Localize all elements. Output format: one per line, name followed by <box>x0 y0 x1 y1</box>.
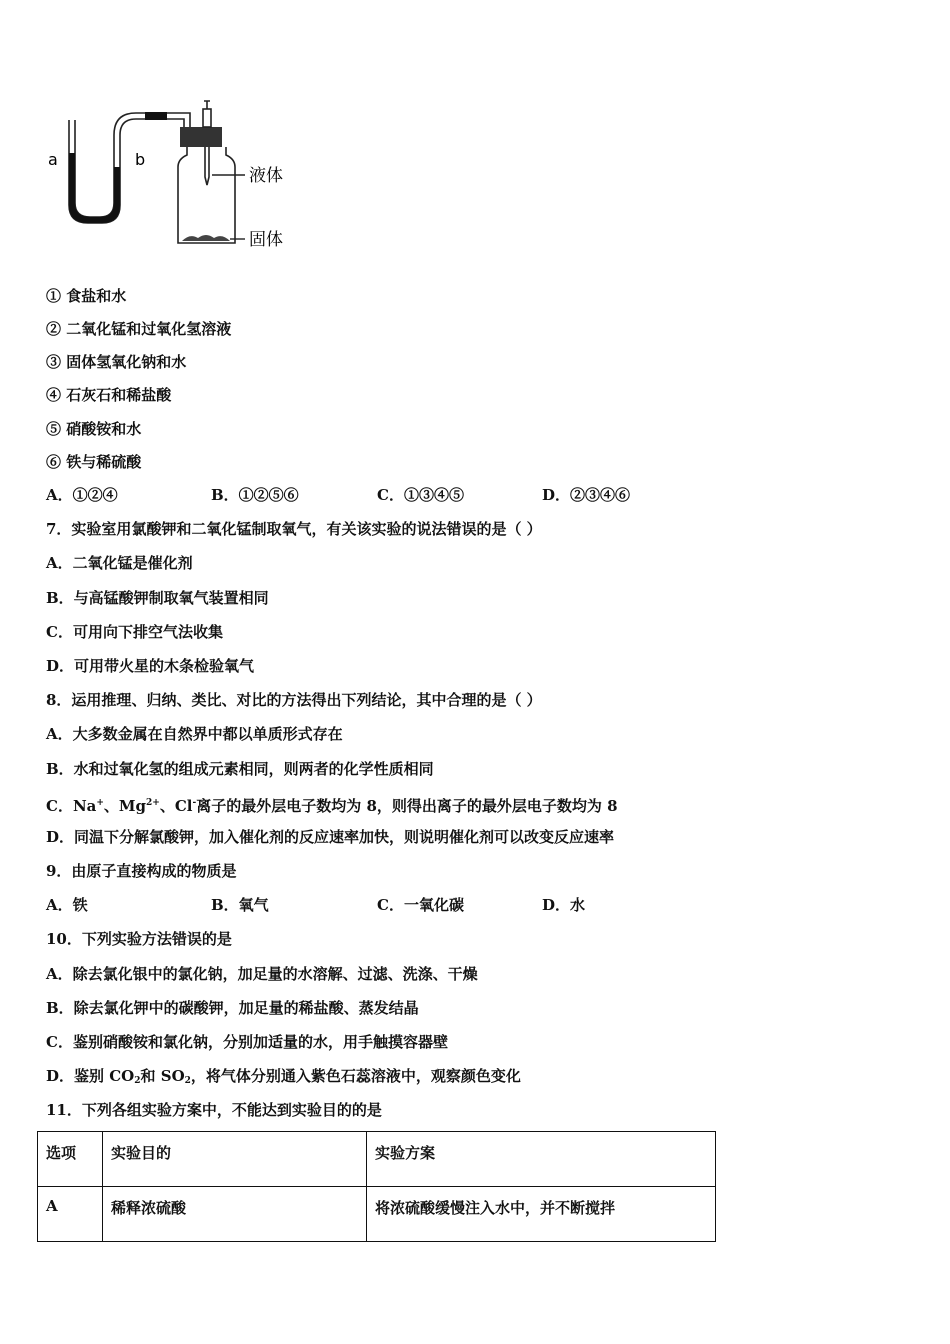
q7-option-a: A．二氧化锰是催化剂 <box>46 554 193 572</box>
rubber-connector <box>145 112 167 120</box>
q9-option-b: B．氧气 <box>211 896 269 914</box>
q8-c-sup-na: + <box>96 798 104 808</box>
stopper <box>180 127 222 147</box>
apparatus-figure <box>40 95 310 255</box>
q8-c-mid1: 、Mg <box>103 797 147 815</box>
label-liquid: 液体 <box>249 166 283 186</box>
table-header-cell: 实验方案 <box>367 1132 716 1187</box>
q10-d-sub-so2: 2 <box>184 1076 191 1086</box>
q9-option-c: C．一氧化碳 <box>377 896 464 914</box>
q10-d-rest: ，将气体分别通入紫色石蕊溶液中，观察颜色变化 <box>190 1067 521 1085</box>
q8-c-sup-cl: - <box>192 798 197 808</box>
label-solid: 固体 <box>249 230 283 250</box>
table-cell: 稀释浓硫酸 <box>103 1187 367 1242</box>
q6-option-c: C．①③④⑤ <box>377 486 464 504</box>
q6-item-5: ⑤ 硝酸铵和水 <box>46 420 142 438</box>
q6-item-2: ② 二氧化锰和过氧化氢溶液 <box>46 320 232 338</box>
q6-option-b: B．①②⑤⑥ <box>211 486 299 504</box>
q9-option-d: D．水 <box>542 896 586 914</box>
q11-stem: 11．下列各组实验方案中，不能达到实验目的的是 <box>46 1101 382 1119</box>
q10-option-a: A．除去氯化银中的氯化钠，加足量的水溶解、过滤、洗涤、干燥 <box>46 965 478 983</box>
q10-stem: 10．下列实验方法错误的是 <box>46 930 232 948</box>
q6-item-6: ⑥ 铁与稀硫酸 <box>46 453 142 471</box>
q7-option-c: C．可用向下排空气法收集 <box>46 623 223 641</box>
q11-table <box>37 1131 716 1242</box>
bottle <box>178 147 235 243</box>
table-cell: A <box>38 1187 103 1242</box>
q7-option-d: D．可用带火星的木条检验氧气 <box>46 657 255 675</box>
u-tube <box>69 113 180 223</box>
q8-option-a: A．大多数金属在自然界中都以单质形式存在 <box>46 725 343 743</box>
q8-stem: 8．运用推理、归纳、类比、对比的方法得出下列结论，其中合理的是（ ） <box>46 691 542 709</box>
q6-item-4: ④ 石灰石和稀盐酸 <box>46 386 172 404</box>
table-header-row <box>38 1132 716 1187</box>
q7-stem: 7．实验室用氯酸钾和二氧化锰制取氧气，有关该实验的说法错误的是（ ） <box>46 520 542 538</box>
q9-option-a: A．铁 <box>46 896 88 914</box>
table-header-cell: 实验目的 <box>103 1132 367 1187</box>
q10-option-c: C．鉴别硝酸铵和氯化钠，分别加适量的水，用手触摸容器壁 <box>46 1033 448 1051</box>
table-row <box>38 1187 716 1242</box>
q7-option-b: B．与高锰酸钾制取氧气装置相同 <box>46 589 269 607</box>
u-tube-liquid <box>69 153 120 223</box>
q8-c-sup-mg: 2+ <box>146 798 160 808</box>
q8-c-mid2: 、Cl <box>159 797 193 815</box>
q8-c-prefix: C．Na <box>46 797 97 815</box>
q10-d-mid: 和 SO <box>140 1067 185 1085</box>
q8-option-b: B．水和过氧化氢的组成元素相同，则两者的化学性质相同 <box>46 760 434 778</box>
table-cell: 将浓硫酸缓慢注入水中，并不断搅拌 <box>367 1187 716 1242</box>
q10-option-d <box>46 1066 521 1091</box>
solid-particles <box>182 235 230 241</box>
q9-stem: 9．由原子直接构成的物质是 <box>46 862 237 880</box>
q8-option-d: D．同温下分解氯酸钾，加入催化剂的反应速率加快，则说明催化剂可以改变反应速率 <box>46 828 615 846</box>
q6-option-d: D．②③④⑥ <box>542 486 631 504</box>
q10-d-sub-co2: 2 <box>134 1076 141 1086</box>
q8-c-rest: 离子的最外层电子数均为 8，则得出离子的最外层电子数均为 8 <box>196 797 618 815</box>
q6-item-1: ① 食盐和水 <box>46 287 127 305</box>
q10-option-b: B．除去氯化钾中的碳酸钾，加足量的稀盐酸、蒸发结晶 <box>46 999 419 1017</box>
q10-d-prefix: D．鉴别 CO <box>46 1067 135 1085</box>
q6-option-a: A．①②④ <box>46 486 118 504</box>
label-a: a <box>48 150 58 169</box>
q8-option-c <box>46 793 618 816</box>
table-header-cell: 选项 <box>38 1132 103 1187</box>
label-b: b <box>135 150 146 169</box>
q6-item-3: ③ 固体氢氧化钠和水 <box>46 353 187 371</box>
